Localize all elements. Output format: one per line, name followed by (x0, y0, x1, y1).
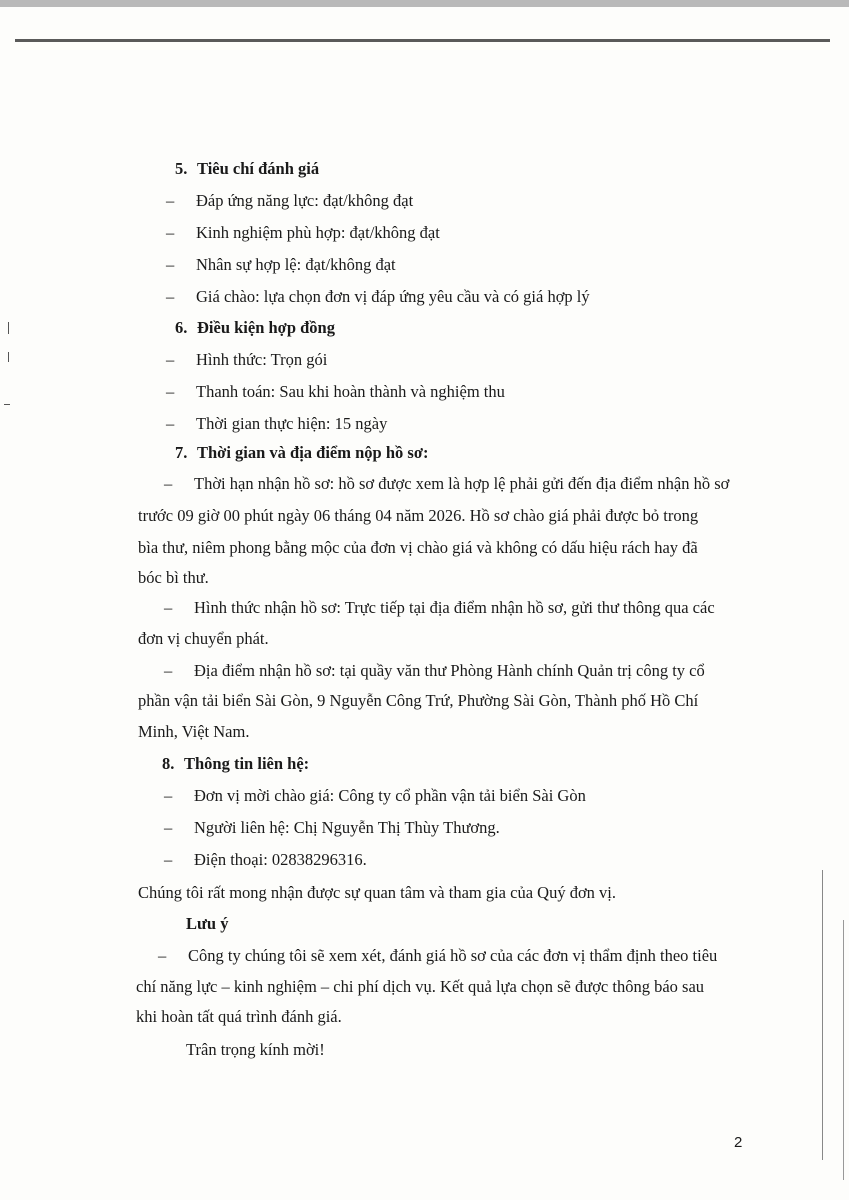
section-5-heading: 5. Tiêu chí đánh giá (175, 159, 320, 178)
list-item: – Điện thoại: 02838296316. (164, 850, 367, 869)
scan-artifact (8, 322, 9, 334)
scan-top-edge (0, 0, 849, 7)
note-line: khi hoàn tất quá trình đánh giá. (136, 1007, 342, 1026)
paragraph-line: – Thời hạn nhận hồ sơ: hồ sơ được xem là hợp lệ phải gửi đến địa điểm nhận hồ sơ (164, 474, 730, 493)
scan-artifact (4, 404, 10, 405)
list-item: – Đơn vị mời chào giá: Công ty cổ phần vận tải biển Sài Gòn (164, 786, 586, 805)
signoff: Trân trọng kính mời! (186, 1040, 325, 1059)
paragraph-line: phần vận tải biển Sài Gòn, 9 Nguyễn Công Trứ, Phường Sài Gòn, Thành phố Hồ Chí (138, 691, 699, 710)
paragraph-line: bóc bì thư. (138, 568, 209, 587)
list-item: – Hình thức: Trọn gói (166, 350, 328, 369)
list-item: – Nhân sự hợp lệ: đạt/không đạt (166, 255, 396, 274)
list-item: – Thanh toán: Sau khi hoàn thành và nghiệm thu (166, 382, 505, 401)
note-title: Lưu ý (186, 914, 229, 933)
list-item: – Thời gian thực hiện: 15 ngày (166, 414, 388, 433)
page-number: 2 (734, 1134, 743, 1151)
paragraph-line: – Hình thức nhận hồ sơ: Trực tiếp tại địa điểm nhận hồ sơ, gửi thư thông qua các (164, 598, 715, 617)
header-rule (15, 39, 830, 42)
paragraph-line: trước 09 giờ 00 phút ngày 06 tháng 04 năm 2026. Hồ sơ chào giá phải được bỏ trong (138, 506, 699, 525)
closing-statement: Chúng tôi rất mong nhận được sự quan tâm và tham gia của Quý đơn vị. (138, 883, 617, 902)
list-item: – Kinh nghiệm phù hợp: đạt/không đạt (166, 223, 440, 242)
paragraph-line: bìa thư, niêm phong bằng mộc của đơn vị chào giá và không có dấu hiệu rách hay đã (138, 538, 698, 557)
section-6-heading: 6. Điều kiện hợp đồng (175, 318, 335, 337)
paragraph-line: – Địa điểm nhận hồ sơ: tại quầy văn thư Phòng Hành chính Quản trị công ty cổ (164, 661, 705, 680)
scan-artifact (843, 920, 844, 1180)
list-item: – Giá chào: lựa chọn đơn vị đáp ứng yêu cầu và có giá hợp lý (166, 287, 590, 306)
scan-artifact (822, 870, 823, 1160)
list-item: – Đáp ứng năng lực: đạt/không đạt (166, 191, 414, 210)
section-7-heading: 7. Thời gian và địa điểm nộp hồ sơ: (175, 443, 429, 462)
paragraph-line: Minh, Việt Nam. (138, 722, 250, 741)
scan-artifact (8, 352, 9, 362)
paragraph-line: đơn vị chuyển phát. (138, 629, 269, 648)
note-line: chí năng lực – kinh nghiệm – chi phí dịch vụ. Kết quả lựa chọn sẽ được thông báo sau (136, 977, 705, 996)
list-item: – Người liên hệ: Chị Nguyễn Thị Thùy Thương. (164, 818, 500, 837)
note-line: – Công ty chúng tôi sẽ xem xét, đánh giá hồ sơ của các đơn vị thẩm định theo tiêu (158, 946, 718, 965)
section-8-heading: 8. Thông tin liên hệ: (162, 754, 310, 773)
